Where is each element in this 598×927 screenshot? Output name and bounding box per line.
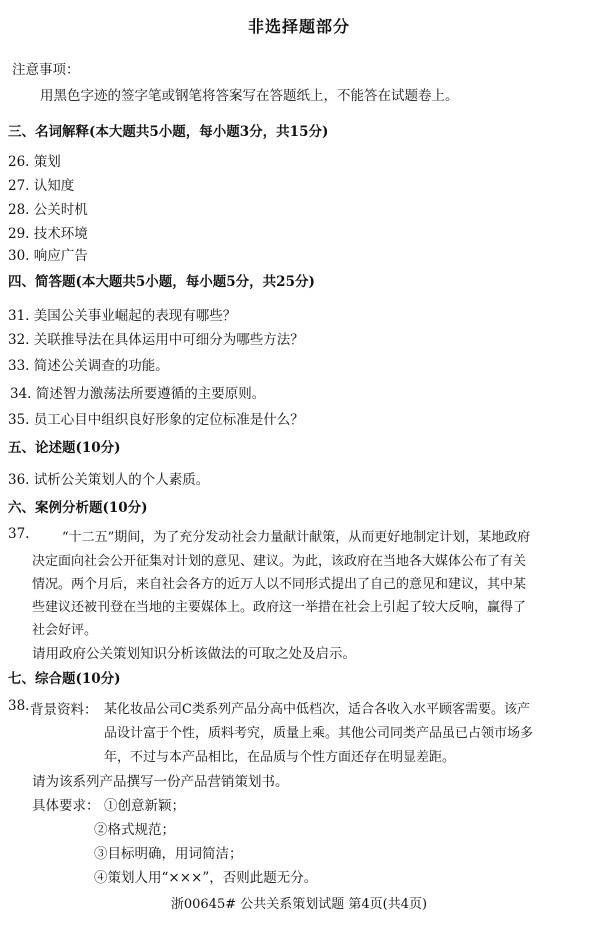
question-item: 36. 试析公关策划人的个人素质。 (8, 472, 210, 488)
background-text-line: 年，不过与本产品相比，在品质与个性方面还存在明显差距。 (104, 750, 456, 765)
question-item: 31. 美国公关事业崛起的表现有哪些？ (8, 308, 237, 324)
case-text-line: 社会好评。 (32, 623, 98, 638)
requirement-item: ③目标明确，用词简洁； (94, 846, 243, 862)
question-item: 28. 公关时机 (8, 202, 88, 218)
section-heading-case: 六、案例分析题(10分) (8, 500, 148, 516)
case-text-line: “十二五”期间，为了充分发动社会力量献计献策，从而更好地制定计划，某地政府 (62, 530, 531, 545)
question-item: 26. 策划 (8, 154, 61, 170)
question-item: 30. 响应广告 (8, 248, 88, 264)
requirement-item: ①创意新颖； (104, 798, 185, 814)
page-footer: 浙00645# 公共关系策划试题 第4页(共4页) (170, 897, 428, 912)
section-heading-essay: 五、论述题(10分) (8, 440, 121, 456)
question-item: 35. 员工心目中组织良好形象的定位标准是什么？ (8, 412, 304, 428)
background-label: 背景资料： (30, 702, 98, 718)
question-item: 29. 技术环境 (8, 226, 88, 242)
section-heading-comprehensive: 七、综合题(10分) (8, 671, 121, 687)
question-number: 37. (8, 526, 30, 542)
question-item: 34. 简述智力激荡法所要遵循的主要原则。 (10, 386, 266, 402)
question-item: 33. 简述公关调查的功能。 (8, 358, 169, 374)
notice-heading: 注意事项： (12, 62, 80, 78)
case-text-line: 决定面向社会公开征集对计划的意见、建议。为此，该政府在当地各大媒体公布了有关 (32, 554, 527, 569)
task-text: 请为该系列产品撰写一份产品营销策划书。 (32, 774, 289, 790)
requirements-label: 具体要求： (32, 798, 100, 814)
background-text-line: 品设计富于个性，质料考究，质量上乘。其他公司同类产品虽已占领市场多 (104, 726, 534, 741)
background-text-line: 某化妆品公司C类系列产品分高中低档次，适合各收入水平顾客需要。该产 (104, 702, 530, 717)
question-item: 27. 认知度 (8, 178, 75, 194)
notice-text: 用黑色字迹的签字笔或钢笔将答案写在答题纸上，不能答在试题卷上。 (40, 88, 459, 104)
requirement-item: ②格式规范； (94, 822, 175, 838)
question-number: 38. (8, 698, 30, 714)
case-text-line: 些建议还被刊登在当地的主要媒体上。政府这一举措在社会上引起了较大反响，赢得了 (32, 600, 527, 615)
page-title: 非选择题部分 (247, 17, 350, 36)
question-item: 32. 关联推导法在具体运用中可细分为哪些方法？ (8, 332, 304, 348)
case-text-line: 情况。两个月后，来自社会各方的近万人以不同形式提出了自己的意见和建议，其中某 (32, 577, 527, 592)
section-heading-terms: 三、名词解释(本大题共5小题，每小题3分，共15分) (8, 124, 329, 140)
case-question: 请用政府公关策划知识分析该做法的可取之处及启示。 (32, 646, 356, 662)
requirement-item: ④策划人用“×××”，否则此题无分。 (94, 870, 318, 886)
section-heading-short-answer: 四、简答题(本大题共5小题，每小题5分，共25分) (8, 274, 315, 290)
